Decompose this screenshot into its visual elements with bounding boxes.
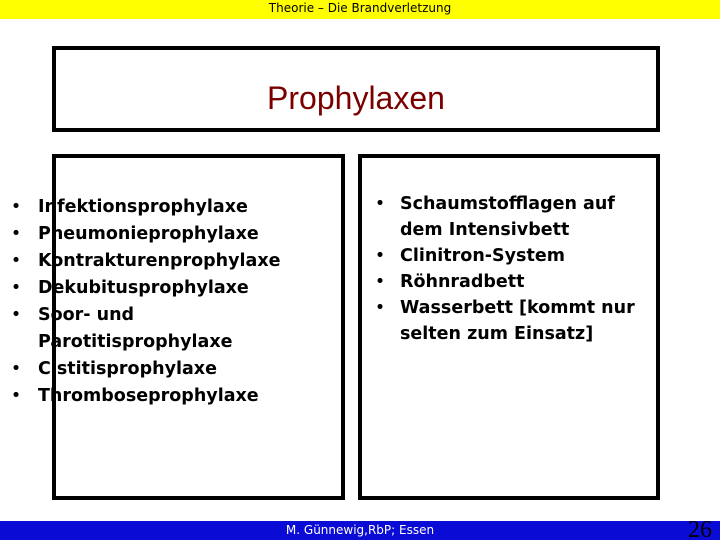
header-bar [0,0,720,19]
bullet-icon: • [10,197,22,217]
right-bullet-list [362,191,656,347]
slide-title: Prophylaxen [267,80,445,116]
list-item-label: Schaumstofflagen auf dem Intensivbett [400,194,615,240]
list-item-label: Infektionsprophylaxe [38,197,248,217]
list-item [362,269,656,295]
footer-bar [0,517,720,543]
bullet-icon: • [374,272,386,292]
list-item [362,243,656,269]
list-item [4,302,378,356]
bullet-icon: • [374,194,386,214]
right-panel [358,154,660,500]
bullet-icon: • [10,386,22,406]
list-item-label: Pneumonieprophylaxe [38,224,259,244]
bullet-icon: • [10,305,22,325]
bullet-icon: • [374,298,386,318]
header-title: Theorie – Die Brandverletzung [268,1,452,15]
list-item-label: Clinitron-System [400,246,565,266]
list-item [4,383,378,410]
bullet-icon: • [10,224,22,244]
list-item [4,248,378,275]
list-item-label: Röhnradbett [400,272,525,292]
footer-author: M. Günnewig,RbP; Essen [285,523,435,537]
bullet-icon: • [10,251,22,271]
list-item-label: Kontrakturenprophylaxe [38,251,281,271]
list-item [362,295,656,347]
list-item [4,356,378,383]
left-panel [10,154,345,500]
list-item-label: Thromboseprophylaxe [38,386,259,406]
bullet-icon: • [10,359,22,379]
page-number: 26 [688,517,712,543]
list-item-label: Soor- und Parotitisprophylaxe [38,305,233,352]
list-item-label: Dekubitusprophylaxe [38,278,249,298]
title-box [52,46,660,132]
list-item [4,275,378,302]
left-bullet-list [10,194,341,410]
list-item-label: Cistitisprophylaxe [38,359,217,379]
list-item [4,221,378,248]
bullet-icon: • [10,278,22,298]
list-item [4,194,378,221]
list-item-label: Wasserbett [kommt nur selten zum Einsatz] [400,298,635,344]
bullet-icon: • [374,246,386,266]
list-item [362,191,656,243]
